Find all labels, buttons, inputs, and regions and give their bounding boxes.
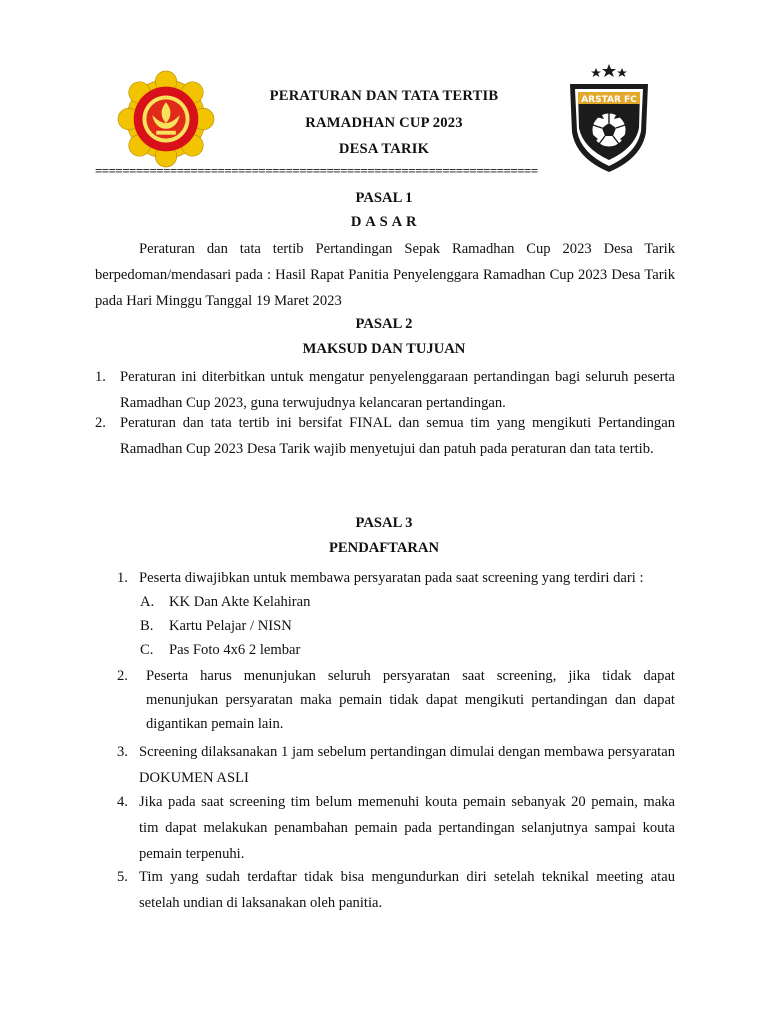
pasal-2-heading: PASAL 2 xyxy=(355,316,413,332)
pasal-3-item-number: 5. xyxy=(117,869,128,885)
pasal-3-item-text: Jika pada saat screening tim belum memenuhi kouta pemain sebanyak 20 pemain, maka tim dapat melakukan penambahan pemain pada pertandingan selanjutnya sampai kouta pemain terpenuhi. xyxy=(139,794,675,862)
pasal-3-item-text: Peserta harus menunjukan seluruh persyaratan saat screening, jika tidak dapat menunjukan persyaratan maka pemain tidak dapat mengikuti pertandingan dan dapat digantikan pemain lain. xyxy=(146,668,675,732)
document-title-line-1: PERATURAN DAN TATA TERTIB xyxy=(269,88,499,104)
pasal-3-item-number: 4. xyxy=(117,794,128,810)
pasal-3-heading: PASAL 3 xyxy=(355,515,413,531)
pasal-3-item-text: Tim yang sudah terdaftar tidak bisa mengundurkan diri setelah teknikal meeting atau setelah undian di laksanakan oleh panitia. xyxy=(139,869,675,911)
pasal-1-paragraph-text: Peraturan dan tata tertib Pertandingan Sepak Ramadhan Cup 2023 Desa Tarik berpedoman/mendasari pada : Hasil Rapat Panitia Penyelenggara Ramadhan Cup 2023 Desa Tarik pada Hari Minggu Tanggal 19 Maret 2023 xyxy=(95,241,675,309)
pasal-3-subitem-letter: C. xyxy=(140,642,154,658)
pasal-1-heading: PASAL 1 xyxy=(355,190,413,206)
pasal-3-subitem-letter: B. xyxy=(140,618,154,634)
pasal-2-item-number: 1. xyxy=(95,369,106,385)
pasal-3-subheading: PENDAFTARAN xyxy=(329,540,439,556)
document-title-line-2: RAMADHAN CUP 2023 xyxy=(305,115,463,131)
pasal-3-item-text: Peserta diwajibkan untuk membawa persyaratan pada saat screening yang terdiri dari : xyxy=(139,570,644,586)
pasal-2-item-text: Peraturan ini diterbitkan untuk mengatur penyelenggaraan pertandingan bagi seluruh peserta Ramadhan Cup 2023, guna terwujudnya kelancaran pertandingan. xyxy=(120,369,675,411)
pasal-3-item-number: 2. xyxy=(117,668,128,684)
pasal-3-item-number: 3. xyxy=(117,744,128,760)
pasal-2-item-text: Peraturan dan tata tertib ini bersifat FINAL dan semua tim yang mengikuti Pertandingan Ramadhan Cup 2023 Desa Tarik wajib menyetujui dan patuh pada peraturan dan tata tertib. xyxy=(120,415,675,457)
title-separator: ================================================================= xyxy=(95,163,538,178)
pasal-3-subitem-text: KK Dan Akte Kelahiran xyxy=(169,594,311,610)
pasal-3-subitem-letter: A. xyxy=(140,594,155,610)
pasal-2-item-number: 2. xyxy=(95,415,106,431)
document-title-line-3: DESA TARIK xyxy=(338,141,430,157)
pasal-3-subitem-text: Kartu Pelajar / NISN xyxy=(169,618,292,634)
pasal-1-subheading: D A S A R xyxy=(350,214,418,230)
pasal-3-item-number: 1. xyxy=(117,570,128,586)
pasal-3-subitem-text: Pas Foto 4x6 2 lembar xyxy=(169,642,301,658)
pasal-1-paragraph xyxy=(95,236,675,314)
pasal-2-subheading: MAKSUD DAN TUJUAN xyxy=(302,341,466,357)
club-badge-text: ARSTAR FC xyxy=(581,95,637,105)
pasal-3-item-text: Screening dilaksanakan 1 jam sebelum pertandingan dimulai dengan membawa persyaratan DOKUMEN ASLI xyxy=(139,744,675,786)
